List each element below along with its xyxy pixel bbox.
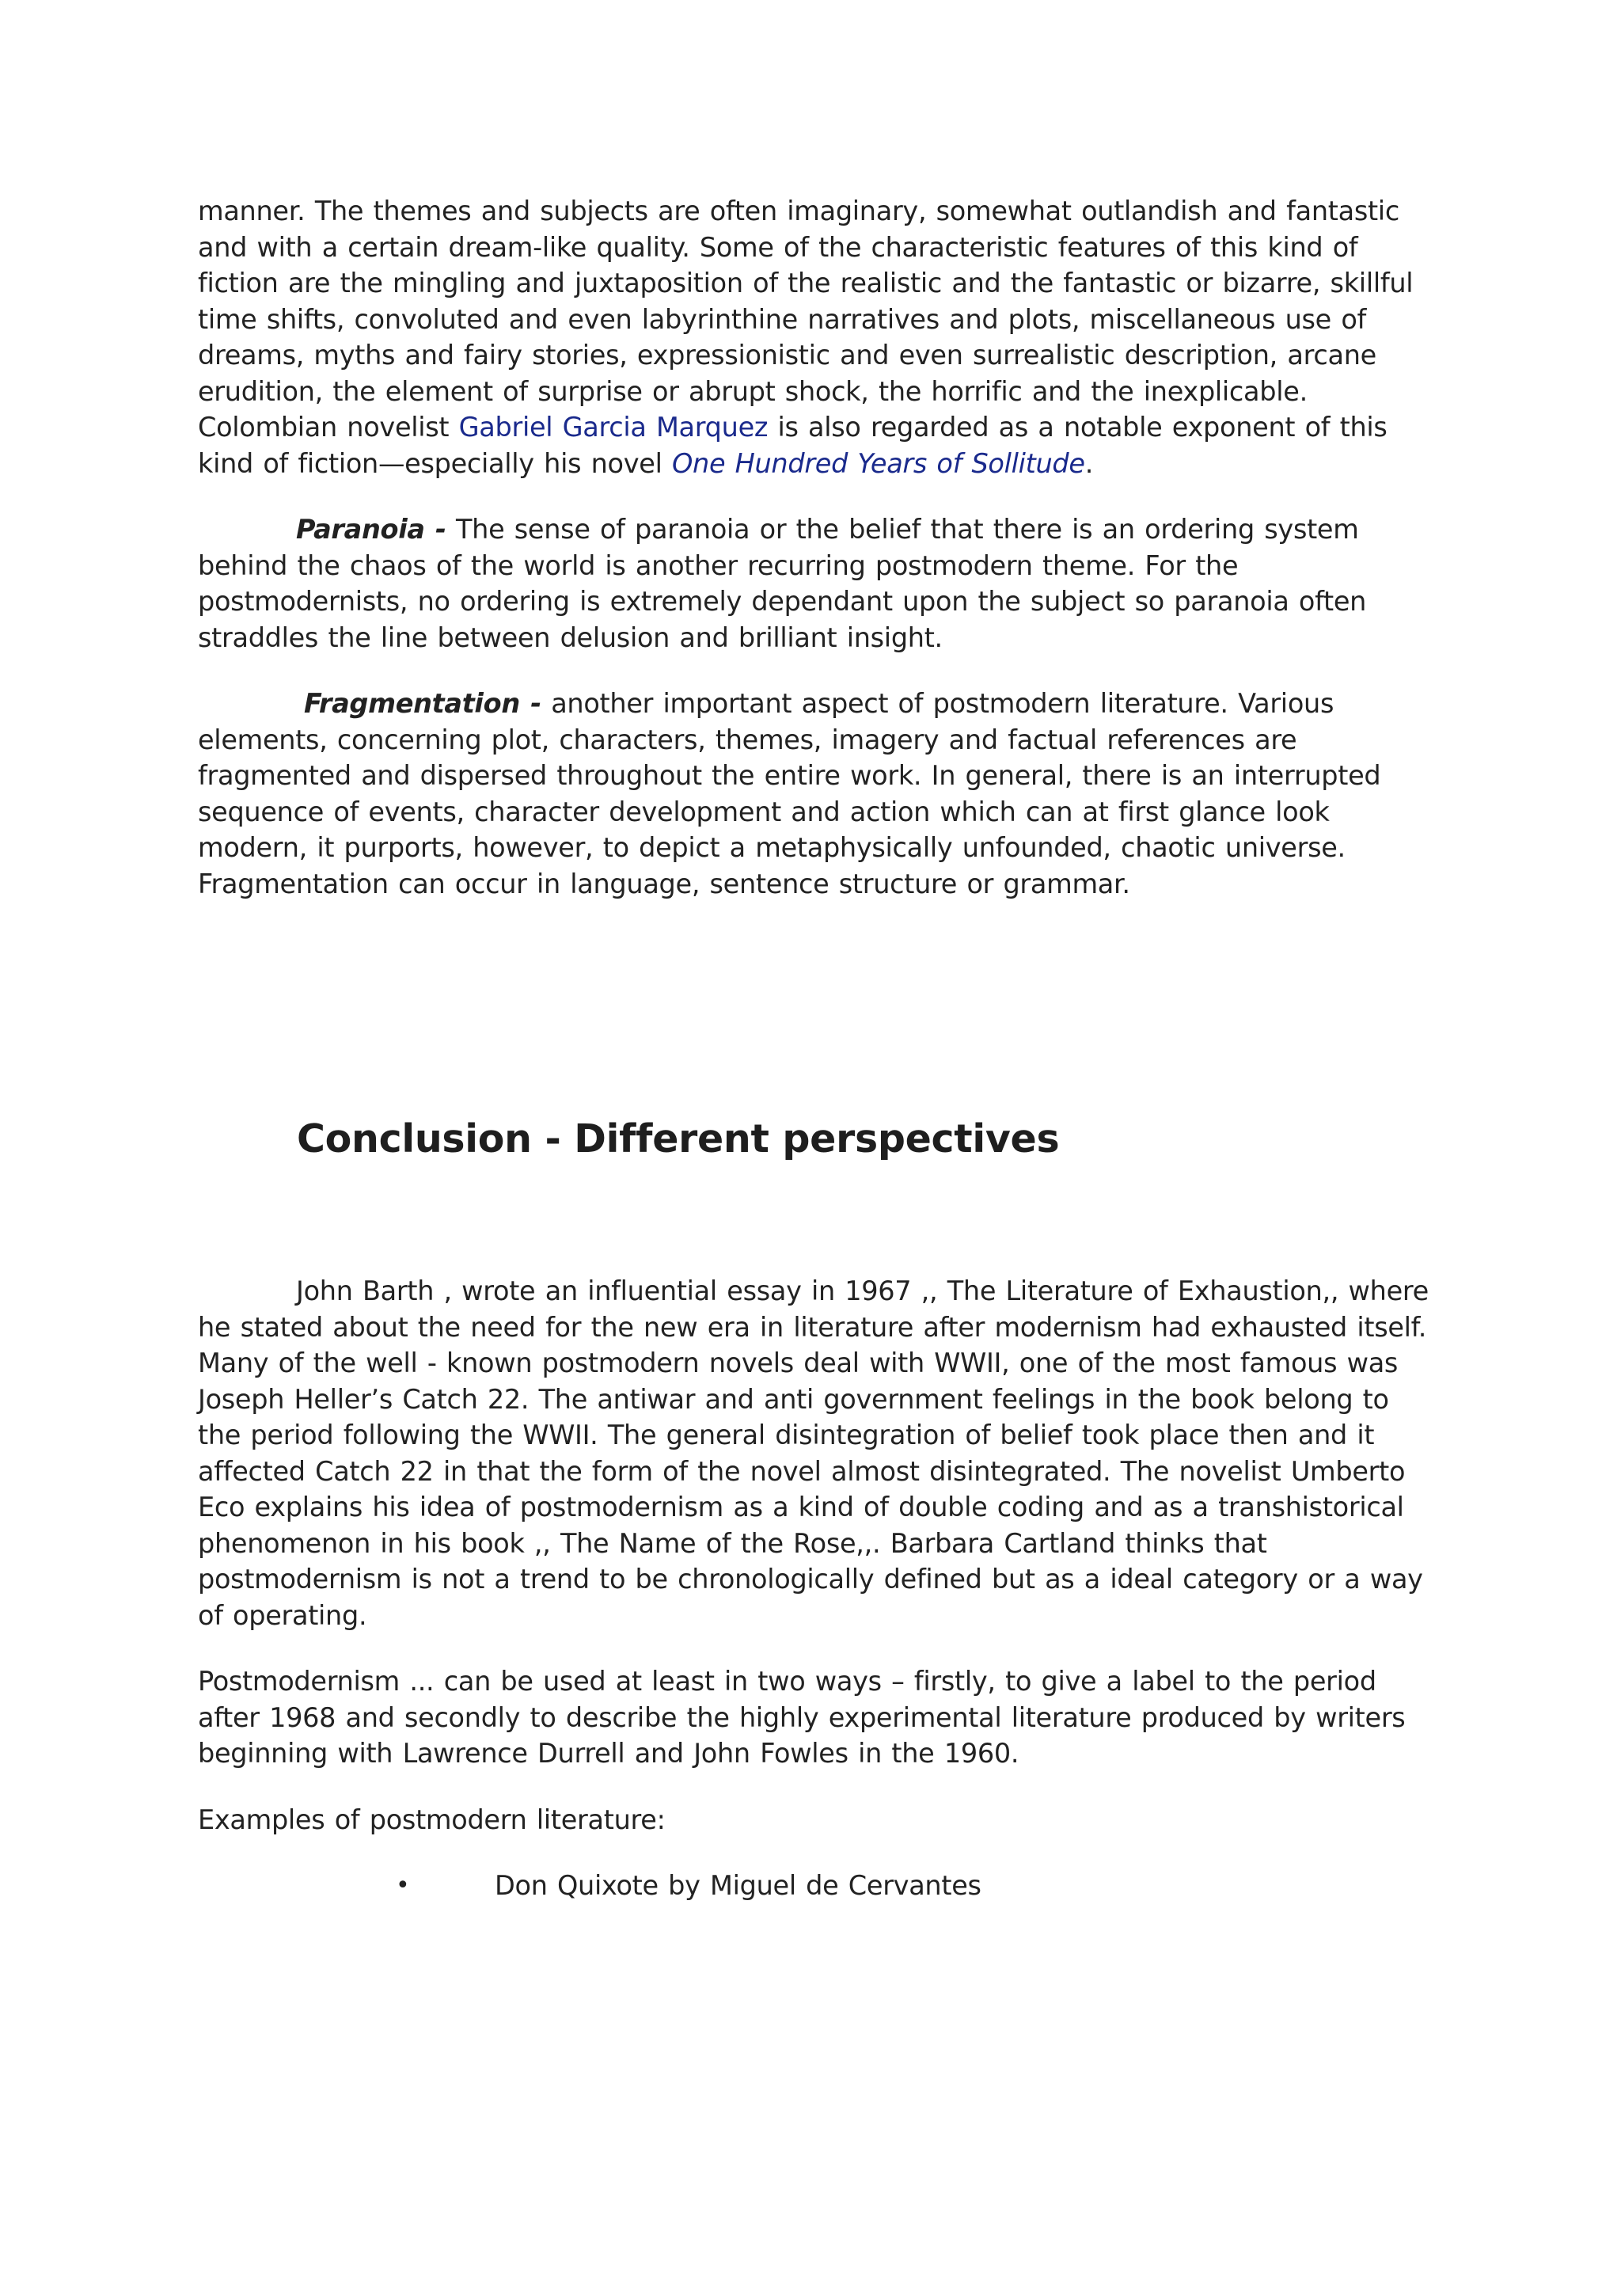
paragraph-text: another important aspect of postmodern literature. Various elements, concerning plot, characters, themes, imagery and factual references are fragmented and dispersed throughout the entire work. In general, there is an interrupted sequence of events, character development and action which can at first glance look modern, it purports, however, to depict a metaphysically unfounded, chaotic universe. Fragmentation can occur in language, sentence structure or grammar.	[198, 688, 1381, 899]
link-one-hundred-years[interactable]: One Hundred Years of Sollitude	[671, 447, 1085, 479]
list-item-text: Don Quixote by Miguel de Cervantes	[495, 1870, 981, 1901]
examples-list	[198, 1868, 1441, 1904]
document-body-top	[198, 193, 1441, 902]
paragraph-text: is also regarded as a notable exponent of this kind of fiction—especially his novel	[198, 412, 1388, 479]
term-paranoia: Paranoia -	[296, 514, 446, 545]
bullet-icon: •	[396, 1872, 410, 1899]
list-item	[198, 1868, 1441, 1904]
paragraph-paranoia	[198, 511, 1441, 656]
paragraph-text: manner. The themes and subjects are often imaginary, somewhat outlandish and fantastic and with a certain dream-like quality. Some of the characteristic features of this kind of fiction are the mingling and juxtaposition of the realistic and the fantastic or bizarre, skillful time shifts, convoluted and even labyrinthine narratives and plots, miscellaneous use of dreams, myths and fairy stories, expressionistic and even surrealistic description, arcane erudition, the element of surprise or abrupt shock, the horrific and the inexplicable. Colombian novelist	[198, 196, 1414, 443]
paragraph-text: .	[1084, 447, 1094, 479]
paragraph-examples-intro: Examples of postmodern literature:	[198, 1804, 666, 1835]
paragraph-john-barth: John Barth , wrote an influential essay in 1967 ,, The Literature of Exhaustion,, where he stated about the need for the new era in literature after modernism had exhausted itself. Many of the well - known postmodern novels deal with WWII, one of the most famous was Joseph Heller’s Catch 22. The antiwar and anti government feelings in the book belong to the period following the WWII. The general disintegration of belief took place then and it affected Catch 22 in that the form of the novel almost disintegrated. The novelist Umberto Eco explains his idea of postmodernism as a kind of double coding and as a transhistorical phenomenon in his book ,, The Name of the Rose,,. Barbara Cartland thinks that postmodernism is not a trend to be chronologically defined but as a ideal category or a way of operating.	[198, 1275, 1429, 1631]
document-body-conclusion	[198, 1273, 1441, 1904]
section-heading-conclusion: Conclusion - Different perspectives	[297, 1116, 1060, 1161]
term-fragmentation: Fragmentation -	[304, 688, 541, 719]
paragraph-text: The sense of paranoia or the belief that there is an ordering system behind the chaos of the world is another recurring postmodern theme. For the postmodernists, no ordering is extremely dependant upon the subject so paranoia often straddles the line between delusion and brilliant insight.	[198, 514, 1367, 653]
link-gabriel-garcia-marquez[interactable]: Gabriel Garcia Marquez	[458, 412, 769, 443]
paragraph-magic-realism	[198, 193, 1441, 481]
paragraph-fragmentation	[198, 686, 1441, 902]
paragraph-postmodernism-usage: Postmodernism ... can be used at least in two ways – firstly, to give a label to the period after 1968 and secondly to describe the highly experimental literature produced by writers beginning with Lawrence Durrell and John Fowles in the 1960.	[198, 1666, 1406, 1769]
